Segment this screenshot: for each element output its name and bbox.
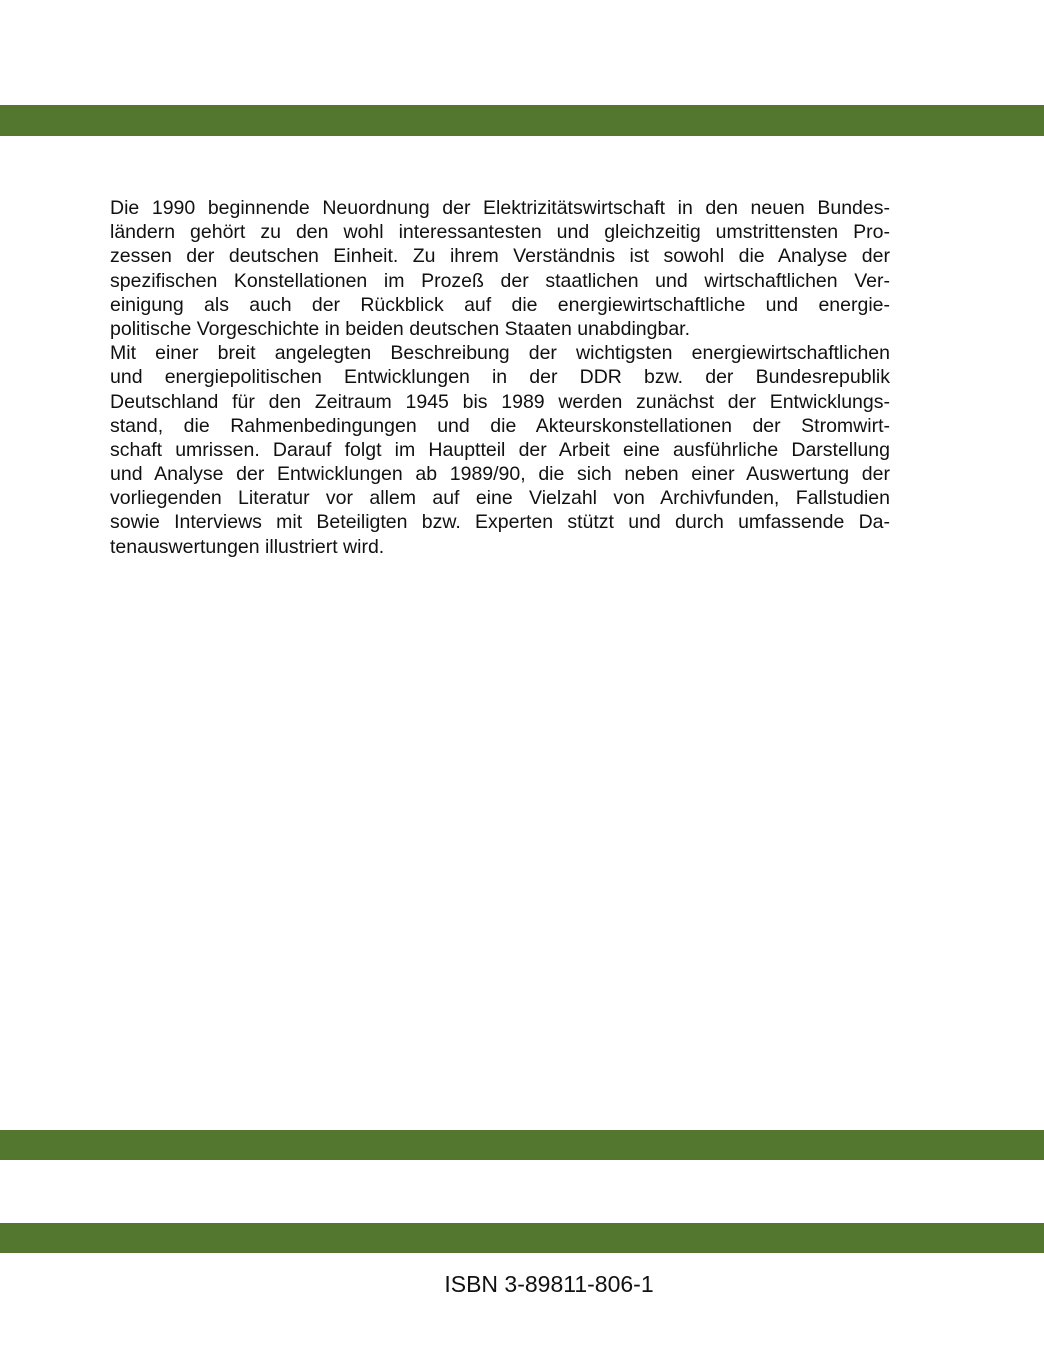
blurb-line: schaft umrissen. Darauf folgt im Hauptteil der Arbeit eine ausführliche Darstellung	[110, 438, 890, 461]
blurb-line: politische Vorgeschichte in beiden deutschen Staaten unabdingbar.	[110, 317, 691, 340]
isbn-number: ISBN 3-89811-806-1	[444, 1271, 654, 1297]
blurb-line: Mit einer breit angelegten Beschreibung der wichtigsten energiewirtschaftlichen	[110, 342, 890, 365]
middle-green-band	[0, 1130, 1044, 1160]
blurb-line: stand, die Rahmenbedingungen und die Akteurskonstellationen der Stromwirt-	[110, 414, 890, 437]
blurb-line: und energiepolitischen Entwicklungen in der DDR bzw. der Bundesrepublik	[110, 366, 890, 389]
blurb-line: spezifischen Konstellationen im Prozeß der staatlichen und wirtschaftlichen Ver-	[110, 269, 890, 292]
bottom-green-band	[0, 1223, 1044, 1253]
blurb-line: vorliegenden Literatur vor allem auf eine Vielzahl von Archivfunden, Fallstudien	[110, 487, 890, 510]
blurb-line: einigung als auch der Rückblick auf die energiewirtschaftliche und energie-	[110, 293, 890, 316]
blurb-line: sowie Interviews mit Beteiligten bzw. Experten stützt und durch umfassende Da-	[110, 511, 890, 534]
blurb-line: ländern gehört zu den wohl interessantesten und gleichzeitig umstrittensten Pro-	[110, 221, 890, 244]
blurb-line: und Analyse der Entwicklungen ab 1989/90, die sich neben einer Auswertung der	[110, 463, 890, 486]
blurb-line: Die 1990 beginnende Neuordnung der Elektrizitätswirtschaft in den neuen Bundes-	[110, 197, 890, 219]
top-green-band	[0, 105, 1044, 136]
blurb-line: tenauswertungen illustriert wird.	[110, 535, 385, 558]
blurb-line: zessen der deutschen Einheit. Zu ihrem Verständnis ist sowohl die Analyse der	[110, 245, 890, 268]
back-cover-blurb	[110, 196, 890, 559]
blurb-line: Deutschland für den Zeitraum 1945 bis 1989 werden zunächst der Entwicklungs-	[110, 390, 890, 413]
